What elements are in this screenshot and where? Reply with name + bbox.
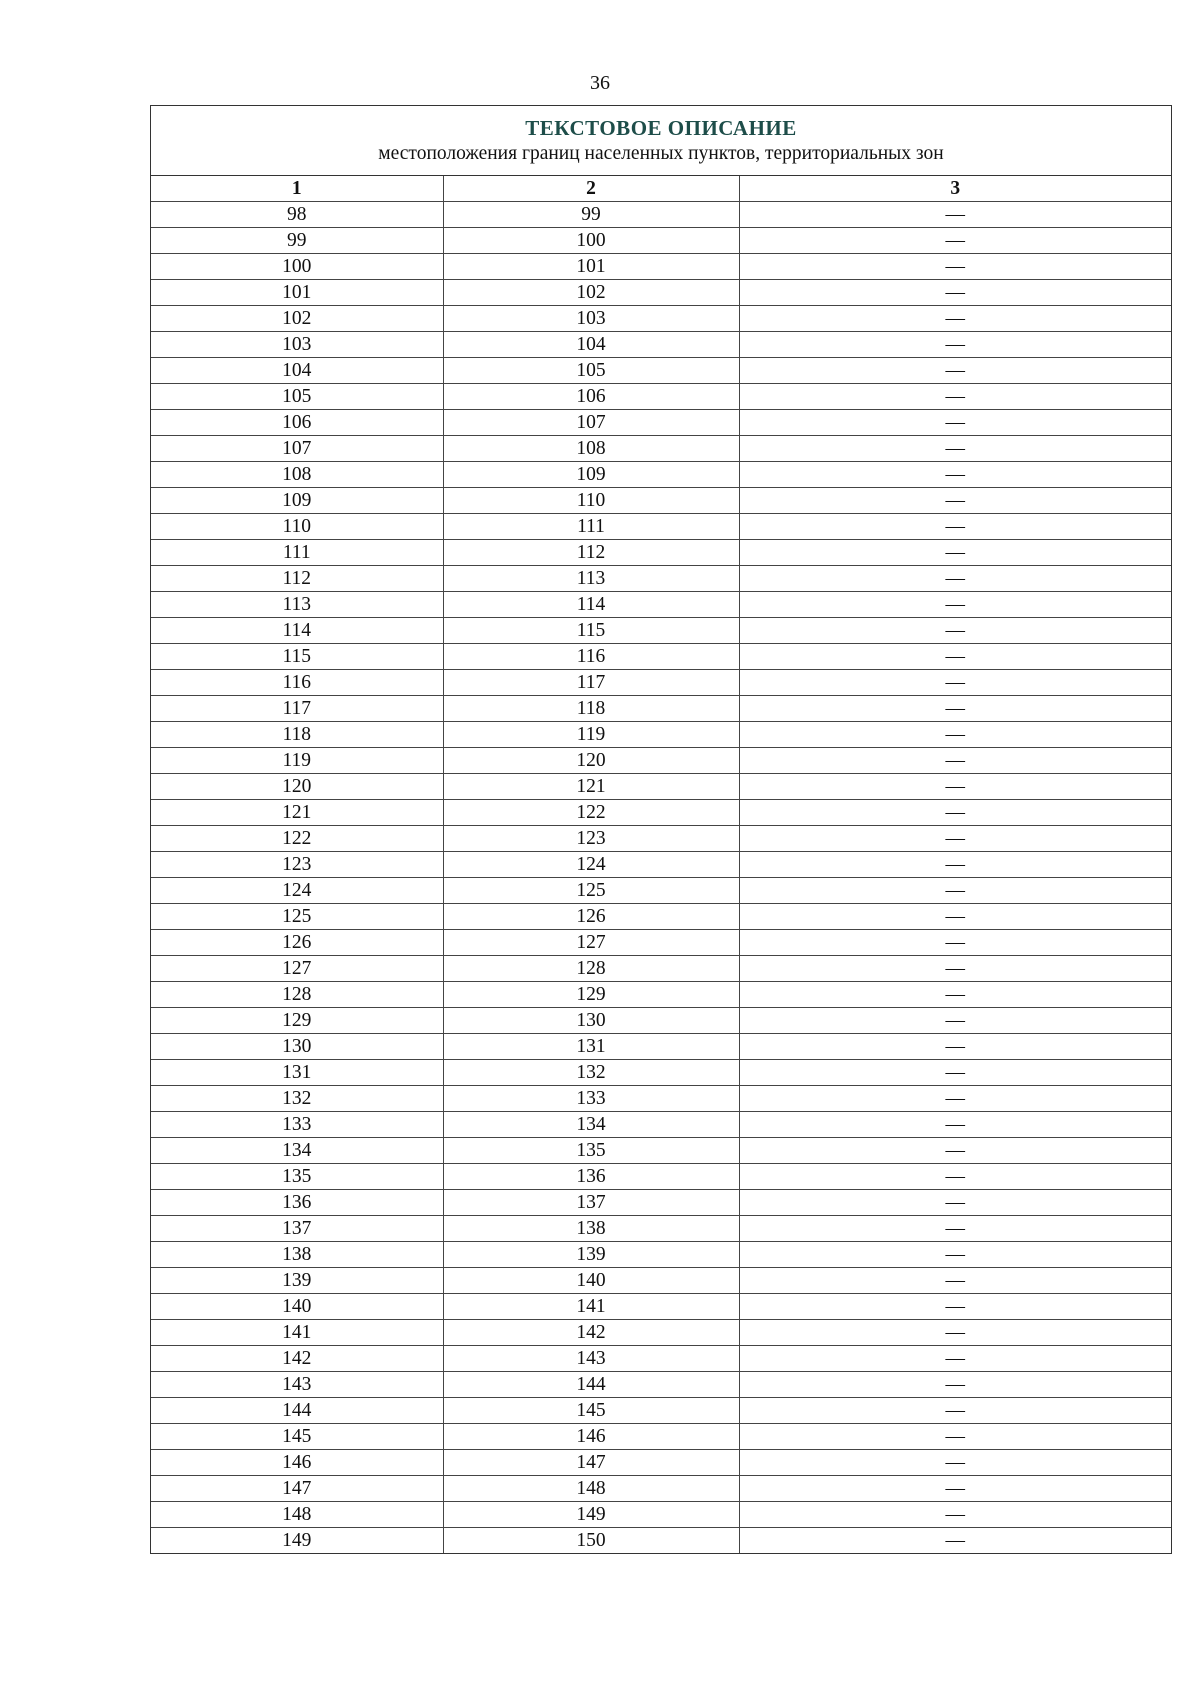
table-row <box>151 696 1171 722</box>
table-cell-col3: — <box>739 1034 1171 1060</box>
table-cell-col1: 141 <box>151 1320 443 1346</box>
table-cell-col3: — <box>739 1320 1171 1346</box>
table-cell-col1: 107 <box>151 436 443 462</box>
table-row <box>151 644 1171 670</box>
table-row <box>151 540 1171 566</box>
table-cell-col2: 122 <box>443 800 739 826</box>
table-cell-col1: 130 <box>151 1034 443 1060</box>
table-cell-col1: 143 <box>151 1372 443 1398</box>
table-cell-col2: 116 <box>443 644 739 670</box>
table-cell-col2: 115 <box>443 618 739 644</box>
table-cell-col3: — <box>739 410 1171 436</box>
table-cell-col3: — <box>739 1216 1171 1242</box>
table-cell-col3: — <box>739 514 1171 540</box>
page-number: 36 <box>590 72 610 94</box>
table-cell-col1: 103 <box>151 332 443 358</box>
table-row <box>151 1060 1171 1086</box>
table-cell-col1: 100 <box>151 254 443 280</box>
table-row <box>151 436 1171 462</box>
table-cell-col2: 99 <box>443 202 739 228</box>
table-cell-col3: — <box>739 904 1171 930</box>
table-cell-col3: — <box>739 956 1171 982</box>
table-row <box>151 306 1171 332</box>
table-cell-col2: 133 <box>443 1086 739 1112</box>
table-cell-col1: 142 <box>151 1346 443 1372</box>
table-cell-col2: 138 <box>443 1216 739 1242</box>
table-cell-col3: — <box>739 358 1171 384</box>
table-cell-col3: — <box>739 1398 1171 1424</box>
table-row <box>151 618 1171 644</box>
column-header-3: 3 <box>739 176 1171 202</box>
table-cell-col3: — <box>739 332 1171 358</box>
table-cell-col1: 144 <box>151 1398 443 1424</box>
table-cell-col2: 111 <box>443 514 739 540</box>
table-row <box>151 332 1171 358</box>
table-cell-col1: 106 <box>151 410 443 436</box>
table-cell-col1: 108 <box>151 462 443 488</box>
table-cell-col1: 98 <box>151 202 443 228</box>
table-cell-col2: 131 <box>443 1034 739 1060</box>
table-cell-col1: 111 <box>151 540 443 566</box>
table-cell-col2: 123 <box>443 826 739 852</box>
table-cell-col1: 120 <box>151 774 443 800</box>
table-cell-col3: — <box>739 1450 1171 1476</box>
table-cell-col2: 106 <box>443 384 739 410</box>
table-cell-col2: 130 <box>443 1008 739 1034</box>
table-row <box>151 1216 1171 1242</box>
table-cell-col3: — <box>739 982 1171 1008</box>
table-cell-col2: 103 <box>443 306 739 332</box>
table-row <box>151 748 1171 774</box>
table-cell-col3: — <box>739 722 1171 748</box>
table-row <box>151 1242 1171 1268</box>
table-cell-col2: 149 <box>443 1502 739 1528</box>
table-row <box>151 1190 1171 1216</box>
table-row <box>151 1268 1171 1294</box>
table-cell-col3: — <box>739 748 1171 774</box>
table-cell-col2: 145 <box>443 1398 739 1424</box>
table-cell-col3: — <box>739 1294 1171 1320</box>
table-row <box>151 982 1171 1008</box>
table-row <box>151 774 1171 800</box>
table-cell-col2: 108 <box>443 436 739 462</box>
table-row <box>151 1112 1171 1138</box>
table-cell-col2: 141 <box>443 1294 739 1320</box>
table-cell-col1: 110 <box>151 514 443 540</box>
table-cell-col2: 112 <box>443 540 739 566</box>
column-header-row <box>151 176 1171 202</box>
table-row <box>151 592 1171 618</box>
table-cell-col3: — <box>739 306 1171 332</box>
table-cell-col3: — <box>739 202 1171 228</box>
table-body <box>151 202 1171 1554</box>
table-row <box>151 1034 1171 1060</box>
table-cell-col1: 115 <box>151 644 443 670</box>
table-cell-col2: 144 <box>443 1372 739 1398</box>
table-cell-col3: — <box>739 696 1171 722</box>
table-cell-col1: 122 <box>151 826 443 852</box>
table-cell-col3: — <box>739 800 1171 826</box>
table-row <box>151 280 1171 306</box>
table-row <box>151 956 1171 982</box>
table-row <box>151 1398 1171 1424</box>
table-cell-col2: 114 <box>443 592 739 618</box>
table-cell-col3: — <box>739 1476 1171 1502</box>
table-cell-col1: 131 <box>151 1060 443 1086</box>
table-cell-col2: 113 <box>443 566 739 592</box>
table-cell-col1: 146 <box>151 1450 443 1476</box>
table-cell-col1: 121 <box>151 800 443 826</box>
table-cell-col1: 114 <box>151 618 443 644</box>
table-cell-col2: 120 <box>443 748 739 774</box>
table-cell-col2: 125 <box>443 878 739 904</box>
table-cell-col2: 100 <box>443 228 739 254</box>
column-header-1: 1 <box>151 176 443 202</box>
table-cell-col1: 148 <box>151 1502 443 1528</box>
table-cell-col1: 137 <box>151 1216 443 1242</box>
table-cell-col1: 102 <box>151 306 443 332</box>
table-cell-col2: 105 <box>443 358 739 384</box>
table-cell-col3: — <box>739 930 1171 956</box>
table-cell-col1: 149 <box>151 1528 443 1554</box>
table-row <box>151 1320 1171 1346</box>
table-row <box>151 358 1171 384</box>
table-row <box>151 1346 1171 1372</box>
table-cell-col3: — <box>739 1424 1171 1450</box>
table-cell-col1: 145 <box>151 1424 443 1450</box>
table-cell-col3: — <box>739 1346 1171 1372</box>
table-cell-col1: 135 <box>151 1164 443 1190</box>
table-cell-col3: — <box>739 1372 1171 1398</box>
table-row <box>151 514 1171 540</box>
table-cell-col2: 147 <box>443 1450 739 1476</box>
table-cell-col1: 138 <box>151 1242 443 1268</box>
table-row <box>151 1138 1171 1164</box>
table-row <box>151 410 1171 436</box>
table-cell-col2: 107 <box>443 410 739 436</box>
table-row <box>151 384 1171 410</box>
table-cell-col3: — <box>739 1086 1171 1112</box>
table-cell-col2: 124 <box>443 852 739 878</box>
table-cell-col1: 123 <box>151 852 443 878</box>
table-row <box>151 1528 1171 1554</box>
table-cell-col3: — <box>739 1164 1171 1190</box>
table-cell-col3: — <box>739 228 1171 254</box>
table-cell-col3: — <box>739 618 1171 644</box>
table-row <box>151 228 1171 254</box>
table-row <box>151 1476 1171 1502</box>
table-cell-col3: — <box>739 774 1171 800</box>
table-cell-col2: 129 <box>443 982 739 1008</box>
table-row <box>151 1424 1171 1450</box>
table-cell-col2: 139 <box>443 1242 739 1268</box>
table-cell-col3: — <box>739 462 1171 488</box>
table-row <box>151 904 1171 930</box>
table-row <box>151 202 1171 228</box>
table-cell-col3: — <box>739 1242 1171 1268</box>
table-cell-col1: 112 <box>151 566 443 592</box>
table-cell-col1: 136 <box>151 1190 443 1216</box>
table-row <box>151 722 1171 748</box>
table-cell-col2: 104 <box>443 332 739 358</box>
table-row <box>151 930 1171 956</box>
table-cell-col1: 147 <box>151 1476 443 1502</box>
table-cell-col2: 134 <box>443 1112 739 1138</box>
table-cell-col3: — <box>739 878 1171 904</box>
table-cell-col1: 113 <box>151 592 443 618</box>
table-cell-col2: 135 <box>443 1138 739 1164</box>
table-cell-col2: 140 <box>443 1268 739 1294</box>
table-cell-col1: 117 <box>151 696 443 722</box>
table-cell-col2: 126 <box>443 904 739 930</box>
table-cell-col2: 110 <box>443 488 739 514</box>
table-row <box>151 878 1171 904</box>
table-cell-col1: 105 <box>151 384 443 410</box>
table-cell-col1: 104 <box>151 358 443 384</box>
table-row <box>151 488 1171 514</box>
table-cell-col3: — <box>739 1112 1171 1138</box>
table-cell-col3: — <box>739 540 1171 566</box>
table-cell-col2: 148 <box>443 1476 739 1502</box>
table-cell-col1: 128 <box>151 982 443 1008</box>
table-cell-col3: — <box>739 384 1171 410</box>
table-cell-col3: — <box>739 1268 1171 1294</box>
table-cell-col3: — <box>739 566 1171 592</box>
table-cell-col1: 139 <box>151 1268 443 1294</box>
table-cell-col2: 102 <box>443 280 739 306</box>
table-row <box>151 1372 1171 1398</box>
table-cell-col3: — <box>739 1060 1171 1086</box>
table-cell-col1: 109 <box>151 488 443 514</box>
table-cell-col3: — <box>739 436 1171 462</box>
table-cell-col3: — <box>739 1008 1171 1034</box>
table-cell-col2: 101 <box>443 254 739 280</box>
table-cell-col1: 125 <box>151 904 443 930</box>
table-row <box>151 1502 1171 1528</box>
table-row <box>151 1086 1171 1112</box>
document-title: ТЕКСТОВОЕ ОПИСАНИЕ <box>525 116 797 140</box>
table-cell-col3: — <box>739 592 1171 618</box>
table-cell-col2: 143 <box>443 1346 739 1372</box>
table-cell-col3: — <box>739 1190 1171 1216</box>
table-cell-col2: 142 <box>443 1320 739 1346</box>
table-cell-col2: 137 <box>443 1190 739 1216</box>
table-cell-col1: 124 <box>151 878 443 904</box>
table-cell-col2: 118 <box>443 696 739 722</box>
table-cell-col3: — <box>739 488 1171 514</box>
table-cell-col3: — <box>739 670 1171 696</box>
table-cell-col1: 126 <box>151 930 443 956</box>
table-cell-col1: 133 <box>151 1112 443 1138</box>
table-row <box>151 670 1171 696</box>
table-cell-col1: 116 <box>151 670 443 696</box>
table-header <box>151 106 1171 176</box>
table-cell-col2: 121 <box>443 774 739 800</box>
table-cell-col1: 118 <box>151 722 443 748</box>
column-header-2: 2 <box>443 176 739 202</box>
description-table-frame <box>150 105 1172 1554</box>
table-row <box>151 1294 1171 1320</box>
table-cell-col3: — <box>739 1138 1171 1164</box>
table-row <box>151 852 1171 878</box>
table-cell-col3: — <box>739 644 1171 670</box>
table-cell-col1: 132 <box>151 1086 443 1112</box>
table-cell-col2: 146 <box>443 1424 739 1450</box>
table-row <box>151 1008 1171 1034</box>
table-cell-col2: 109 <box>443 462 739 488</box>
table-row <box>151 462 1171 488</box>
table-cell-col3: — <box>739 1528 1171 1554</box>
table-cell-col3: — <box>739 254 1171 280</box>
table-cell-col3: — <box>739 826 1171 852</box>
boundary-table <box>151 176 1171 1553</box>
table-cell-col1: 119 <box>151 748 443 774</box>
table-cell-col2: 150 <box>443 1528 739 1554</box>
table-cell-col2: 127 <box>443 930 739 956</box>
table-cell-col2: 132 <box>443 1060 739 1086</box>
table-cell-col2: 128 <box>443 956 739 982</box>
table-cell-col1: 129 <box>151 1008 443 1034</box>
table-row <box>151 800 1171 826</box>
table-row <box>151 566 1171 592</box>
document-subtitle: местоположения границ населенных пунктов, территориальных зон <box>378 143 944 164</box>
table-cell-col3: — <box>739 1502 1171 1528</box>
table-cell-col3: — <box>739 852 1171 878</box>
table-cell-col2: 136 <box>443 1164 739 1190</box>
table-cell-col1: 101 <box>151 280 443 306</box>
table-row <box>151 1450 1171 1476</box>
table-cell-col2: 117 <box>443 670 739 696</box>
table-row <box>151 826 1171 852</box>
table-cell-col2: 119 <box>443 722 739 748</box>
table-cell-col1: 134 <box>151 1138 443 1164</box>
table-cell-col1: 127 <box>151 956 443 982</box>
table-cell-col3: — <box>739 280 1171 306</box>
table-cell-col1: 99 <box>151 228 443 254</box>
table-row <box>151 254 1171 280</box>
table-cell-col1: 140 <box>151 1294 443 1320</box>
table-row <box>151 1164 1171 1190</box>
